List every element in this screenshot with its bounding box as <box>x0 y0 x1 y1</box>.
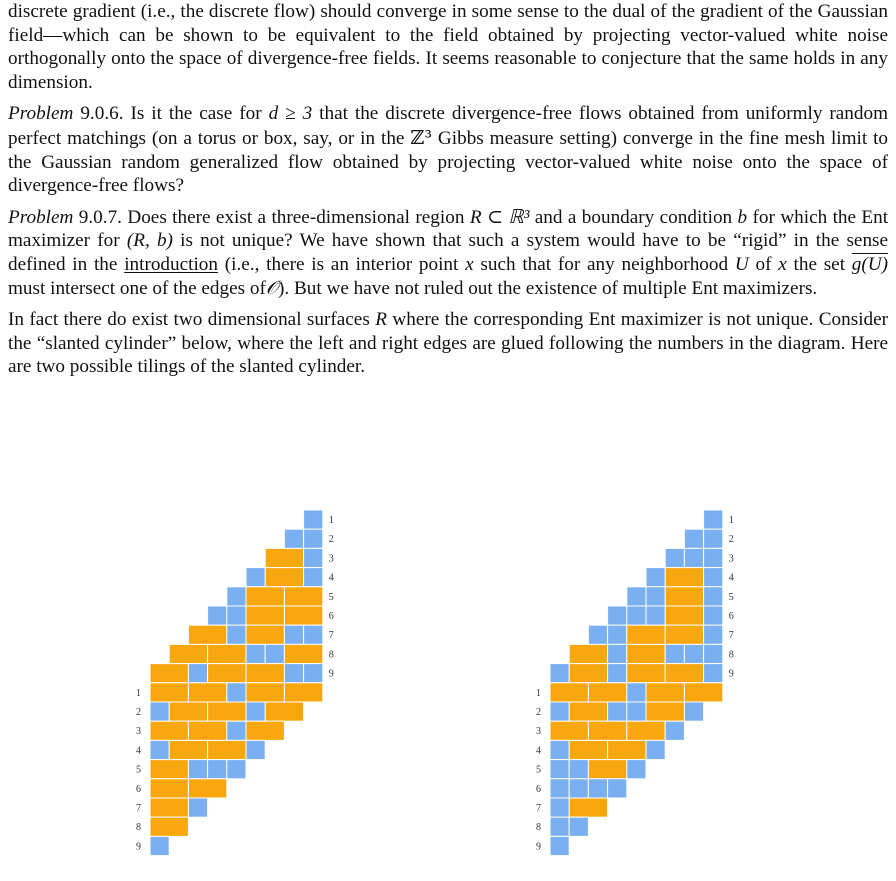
domino-vertical <box>304 568 323 587</box>
domino-vertical <box>608 664 627 683</box>
edge-label-left: 3 <box>136 726 141 738</box>
edge-label-right: 2 <box>728 534 734 546</box>
domino-vertical <box>704 510 723 529</box>
text-segment: must intersect one of the edges of <box>8 277 266 299</box>
edge-label-left: 8 <box>536 822 541 834</box>
domino-vertical <box>304 625 323 644</box>
domino-vertical <box>646 606 665 625</box>
domino-vertical <box>684 702 703 721</box>
domino-vertical <box>188 798 207 817</box>
domino-horizontal <box>588 721 626 740</box>
text-segment: and a boundary condition <box>534 206 733 228</box>
domino-vertical <box>704 529 723 548</box>
text-segment: Does there exist a three-dimensional region <box>127 206 465 228</box>
domino-horizontal <box>265 702 303 721</box>
domino-vertical <box>550 779 569 798</box>
edge-label-right: 5 <box>728 591 734 603</box>
edge-label-right: 7 <box>728 630 734 642</box>
domino-vertical <box>284 664 303 683</box>
domino-horizontal <box>588 760 626 779</box>
domino-vertical <box>550 836 569 855</box>
domino-vertical <box>150 740 169 759</box>
domino-vertical <box>608 702 627 721</box>
domino-horizontal <box>150 664 188 683</box>
math-inline: 𝒪 <box>265 277 278 299</box>
math-inline: x <box>778 253 787 275</box>
domino-vertical <box>704 587 723 606</box>
edge-label-right: 1 <box>328 515 334 526</box>
domino-vertical <box>646 740 665 759</box>
problem-number: 9.0.6. <box>80 103 124 125</box>
paragraph-problem-906 <box>8 102 888 197</box>
text-segment: is not unique? We have shown that such a system would have to be “rigid” in the sense defined in the <box>8 230 889 275</box>
domino-vertical <box>550 817 569 836</box>
domino-horizontal <box>627 721 665 740</box>
problem-label: Problem <box>8 206 74 228</box>
domino-vertical <box>227 625 246 644</box>
edge-label-right: 6 <box>328 611 334 622</box>
domino-vertical <box>704 548 723 567</box>
domino-vertical <box>550 760 569 779</box>
domino-horizontal <box>150 683 188 702</box>
domino-vertical <box>208 606 227 625</box>
domino-vertical <box>246 568 265 587</box>
edge-label-left: 6 <box>536 783 541 795</box>
domino-vertical <box>588 625 607 644</box>
domino-vertical <box>569 760 588 779</box>
tiling-figure-right <box>530 500 770 880</box>
domino-horizontal <box>627 625 665 644</box>
domino-horizontal <box>627 644 665 663</box>
text-segment: where the corresponding Ent maximizer is not unique. Consider the “slanted cylinder” below, where the left and right edges are glued following the numbers in the diagram. Here are two possible tilings of the slanted cylinder. <box>8 309 889 378</box>
domino-vertical <box>608 606 627 625</box>
domino-horizontal <box>150 817 188 836</box>
math-inline: U <box>734 253 749 275</box>
domino-vertical <box>550 740 569 759</box>
edge-label-left: 6 <box>136 783 141 795</box>
math-inline: g(U) <box>851 253 889 275</box>
edge-label-left: 4 <box>536 745 541 757</box>
domino-vertical <box>608 644 627 663</box>
domino-vertical <box>704 625 723 644</box>
domino-horizontal <box>246 606 284 625</box>
domino-vertical <box>704 568 723 587</box>
domino-horizontal <box>246 721 284 740</box>
domino-horizontal <box>208 644 246 663</box>
domino-vertical <box>550 664 569 683</box>
domino-horizontal <box>550 683 588 702</box>
edge-label-right: 6 <box>728 611 734 622</box>
edge-label-left: 5 <box>136 764 141 776</box>
edge-label-right: 5 <box>328 591 334 603</box>
domino-horizontal <box>265 568 303 587</box>
domino-horizontal <box>569 798 607 817</box>
edge-label-right: 2 <box>328 534 334 546</box>
domino-horizontal <box>208 702 246 721</box>
edge-label-right: 8 <box>328 649 334 661</box>
domino-vertical <box>569 779 588 798</box>
domino-horizontal <box>284 606 322 625</box>
paragraph-problem-907 <box>8 206 888 300</box>
domino-horizontal <box>246 683 284 702</box>
domino-vertical <box>188 760 207 779</box>
domino-vertical <box>550 798 569 817</box>
domino-horizontal <box>284 683 322 702</box>
domino-horizontal <box>284 644 322 663</box>
domino-vertical <box>684 644 703 663</box>
domino-vertical <box>227 606 246 625</box>
edge-label-right: 1 <box>728 515 734 526</box>
domino-horizontal <box>188 721 226 740</box>
math-inline: R <box>375 309 387 331</box>
domino-vertical <box>304 664 323 683</box>
domino-horizontal <box>246 625 284 644</box>
edge-label-left: 9 <box>536 841 541 853</box>
math-inline: ℤ³ <box>410 125 433 149</box>
domino-horizontal <box>569 644 607 663</box>
introduction-link[interactable]: introduction <box>124 253 218 275</box>
domino-horizontal <box>646 702 684 721</box>
edge-label-left: 4 <box>136 745 141 757</box>
tiling-figure-left <box>130 500 370 880</box>
edge-label-left: 1 <box>536 687 541 699</box>
edge-label-right: 4 <box>328 572 334 584</box>
domino-vertical <box>227 587 246 606</box>
domino-vertical <box>704 644 723 663</box>
math-inline: (R, b) <box>126 230 173 252</box>
domino-vertical <box>665 721 684 740</box>
edge-label-right: 9 <box>328 668 334 680</box>
edge-label-left: 7 <box>136 803 141 814</box>
domino-horizontal <box>208 740 246 759</box>
domino-horizontal <box>665 664 703 683</box>
domino-horizontal <box>569 664 607 683</box>
domino-vertical <box>588 779 607 798</box>
domino-horizontal <box>627 664 665 683</box>
domino-horizontal <box>169 740 207 759</box>
edge-label-left: 3 <box>536 726 541 738</box>
edge-label-left: 1 <box>136 687 141 699</box>
domino-vertical <box>665 644 684 663</box>
math-inline: R ⊂ ℝ³ <box>469 206 530 228</box>
domino-vertical <box>304 548 323 567</box>
domino-vertical <box>265 644 284 663</box>
edge-label-left: 9 <box>136 841 141 853</box>
math-inline: d ≥ 3 <box>268 103 313 125</box>
domino-horizontal <box>684 683 722 702</box>
domino-vertical <box>569 817 588 836</box>
domino-vertical <box>150 702 169 721</box>
domino-horizontal <box>665 587 703 606</box>
domino-vertical <box>188 664 207 683</box>
domino-horizontal <box>665 568 703 587</box>
domino-horizontal <box>608 740 646 759</box>
domino-horizontal <box>550 721 588 740</box>
domino-horizontal <box>265 548 303 567</box>
domino-vertical <box>608 779 627 798</box>
domino-vertical <box>246 644 265 663</box>
domino-horizontal <box>246 664 284 683</box>
edge-label-left: 2 <box>136 707 141 718</box>
domino-horizontal <box>665 606 703 625</box>
text-segment: the set <box>793 253 846 275</box>
domino-vertical <box>304 529 323 548</box>
text-segment: of <box>755 253 772 275</box>
domino-vertical <box>284 529 303 548</box>
domino-vertical <box>684 529 703 548</box>
domino-horizontal <box>169 702 207 721</box>
domino-vertical <box>550 702 569 721</box>
domino-horizontal <box>150 760 188 779</box>
domino-vertical <box>704 606 723 625</box>
math-inline: b <box>737 206 748 228</box>
domino-horizontal <box>646 683 684 702</box>
edge-label-right: 7 <box>328 630 334 642</box>
domino-horizontal <box>150 798 188 817</box>
domino-horizontal <box>169 644 207 663</box>
domino-vertical <box>150 836 169 855</box>
domino-horizontal <box>246 587 284 606</box>
domino-vertical <box>227 760 246 779</box>
domino-vertical <box>646 587 665 606</box>
domino-vertical <box>304 510 323 529</box>
text-segment: (i.e., there is an interior point <box>224 253 459 275</box>
domino-vertical <box>627 702 646 721</box>
domino-horizontal <box>569 702 607 721</box>
domino-horizontal <box>150 779 188 798</box>
text-segment: Is it the case for <box>130 103 262 125</box>
domino-horizontal <box>665 625 703 644</box>
domino-horizontal <box>150 721 188 740</box>
domino-vertical <box>227 683 246 702</box>
edge-label-left: 8 <box>136 822 141 834</box>
domino-vertical <box>246 740 265 759</box>
domino-horizontal <box>188 779 226 798</box>
edge-label-left: 2 <box>536 707 541 718</box>
text-block <box>8 0 888 387</box>
domino-horizontal <box>588 683 626 702</box>
edge-label-right: 3 <box>328 553 334 565</box>
text-segment: for which the Ent maximizer for <box>8 206 889 252</box>
domino-horizontal <box>284 587 322 606</box>
domino-vertical <box>246 702 265 721</box>
domino-vertical <box>646 568 665 587</box>
edge-label-left: 7 <box>536 803 541 814</box>
math-inline: x <box>465 253 474 275</box>
text-segment: that the discrete divergence-free flows obtained from uniformly random perfect matchings (on a torus or box, say, or in the <box>8 103 888 149</box>
edge-label-right: 9 <box>728 668 734 680</box>
domino-vertical <box>208 760 227 779</box>
paragraph-1: discrete gradient (i.e., the discrete flow) should converge in some sense to the dual of the gradient of the Gaussian field—which can be shown to be equivalent to the field obtained by projecting vector-valued white noise orthogonally onto the space of divergence-free fields. It seems reasonable to conjecture that the same holds in any dimension. <box>8 1 888 93</box>
domino-vertical <box>627 606 646 625</box>
text-segment: In fact there do exist two dimensional surfaces <box>8 309 370 331</box>
domino-vertical <box>627 587 646 606</box>
domino-vertical <box>284 625 303 644</box>
domino-vertical <box>227 721 246 740</box>
problem-number: 9.0.7. <box>78 206 122 228</box>
domino-vertical <box>665 548 684 567</box>
domino-vertical <box>684 548 703 567</box>
edge-label-right: 4 <box>728 572 734 584</box>
problem-label: Problem <box>8 103 74 125</box>
domino-horizontal <box>188 683 226 702</box>
edge-label-right: 8 <box>728 649 734 661</box>
edge-label-left: 5 <box>536 764 541 776</box>
domino-horizontal <box>569 740 607 759</box>
text-segment: such that for any neighborhood <box>480 253 729 275</box>
domino-vertical <box>608 625 627 644</box>
domino-vertical <box>704 664 723 683</box>
text-segment: Gibbs measure setting) converge in the fine mesh limit to the Gaussian random generalized flow obtained by projecting vector-valued white noise onto the space of divergence-free flows? <box>8 127 889 197</box>
paragraph-4 <box>8 308 888 379</box>
domino-horizontal <box>208 664 246 683</box>
domino-vertical <box>627 683 646 702</box>
text-segment: ). But we have not ruled out the existence of multiple Ent maximizers. <box>277 277 818 299</box>
edge-label-right: 3 <box>728 553 734 565</box>
domino-vertical <box>627 760 646 779</box>
domino-horizontal <box>188 625 226 644</box>
